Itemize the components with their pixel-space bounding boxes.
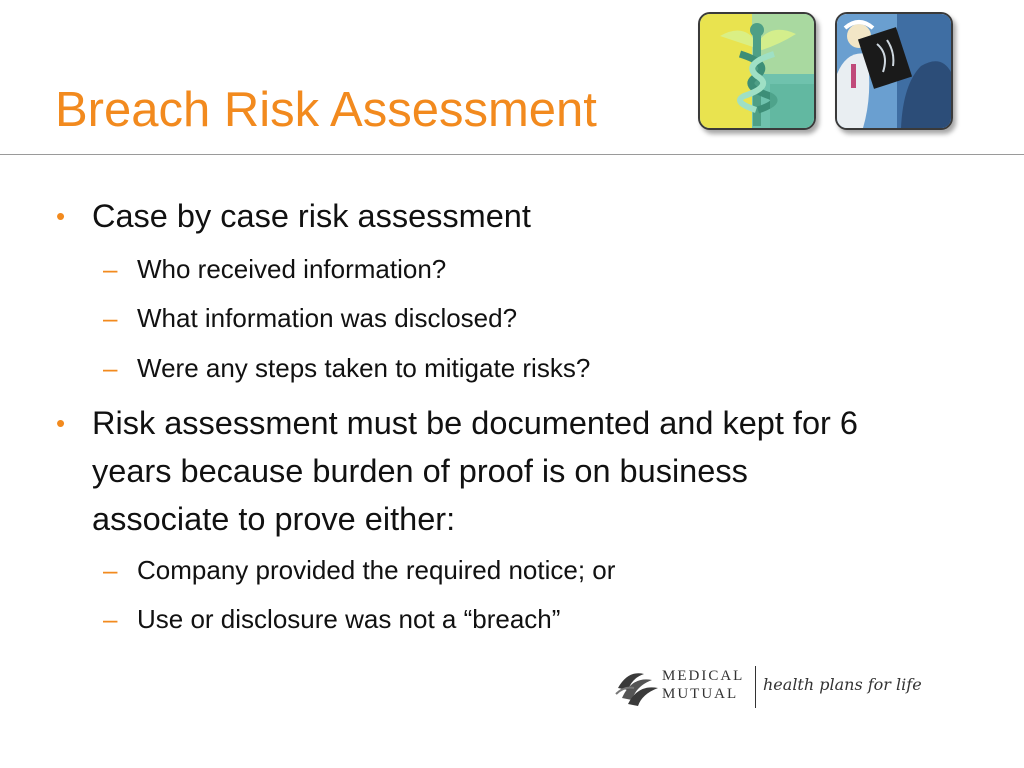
bullet-text: Risk assessment must be documented and kept for 6 years because burden of proof is on business associate to prove either: <box>92 405 858 537</box>
sub-bullet-marker: – <box>103 604 118 634</box>
sub-bullet-text: What information was disclosed? <box>137 303 518 333</box>
header-images <box>698 12 958 134</box>
logo-divider <box>755 666 756 708</box>
bullet-marker: • <box>56 408 66 438</box>
logo-name-line1: MEDICAL <box>662 668 745 684</box>
sub-bullet-text: Who received information? <box>137 254 447 284</box>
logo-tagline: health plans for life <box>763 675 922 694</box>
sub-bullet-marker: – <box>103 254 118 284</box>
sub-bullet-marker: – <box>103 353 118 383</box>
sub-bullet-text: Were any steps taken to mitigate risks? <box>137 353 591 383</box>
bullet-text: Case by case risk assessment <box>92 198 531 234</box>
slide-title: Breach Risk Assessment <box>55 83 597 137</box>
title-divider <box>0 154 1024 155</box>
doctor-xray-icon <box>835 12 953 130</box>
logo-wordmark <box>662 667 744 703</box>
logo-mark-icon <box>614 664 660 710</box>
logo-name-line2: MUTUAL <box>662 686 739 702</box>
sub-bullet-text: Use or disclosure was not a “breach” <box>137 604 561 634</box>
bullet-marker: • <box>56 201 66 231</box>
caduceus-icon <box>698 12 816 130</box>
sub-bullet-marker: – <box>103 303 118 333</box>
sub-bullet-text: Company provided the required notice; or <box>137 555 616 585</box>
sub-bullet-marker: – <box>103 555 118 585</box>
company-logo <box>614 660 926 714</box>
